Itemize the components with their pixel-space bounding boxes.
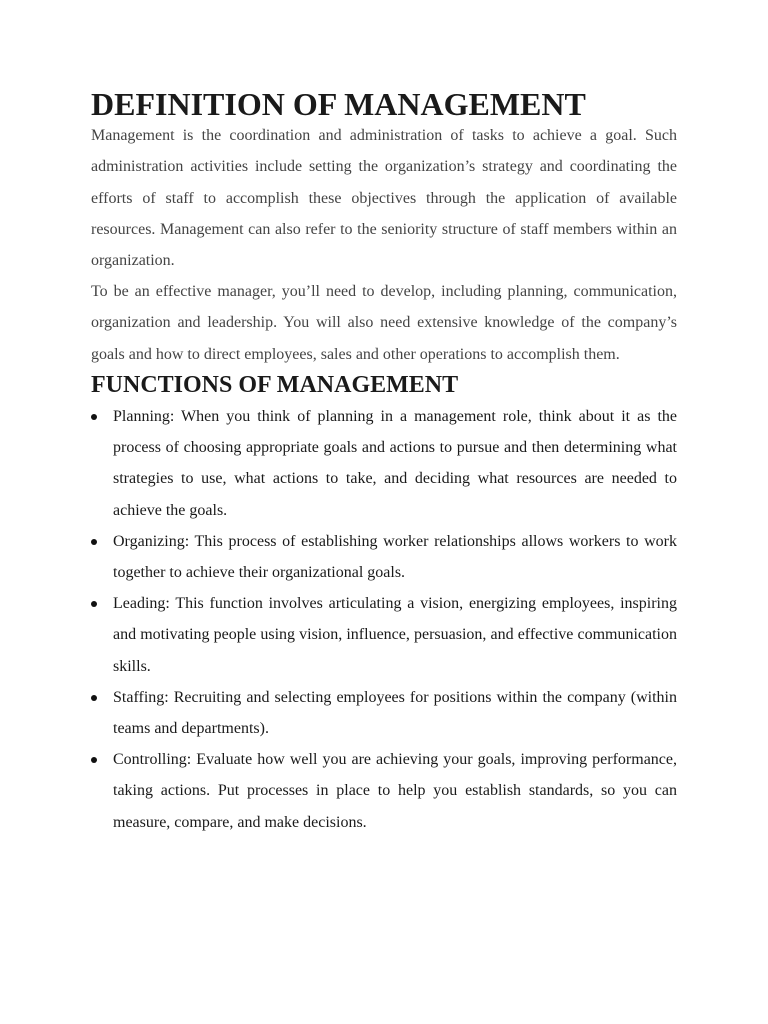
bullet-icon bbox=[91, 601, 97, 607]
list-item-text: Controlling: Evaluate how well you are achieving your goals, improving performance, taking actions. Put processes in place to help you establish standards, so you can measure, compare, and make decisions. bbox=[113, 751, 677, 831]
definition-heading: DEFINITION OF MANAGEMENT bbox=[91, 86, 586, 122]
list-item-controlling bbox=[91, 744, 677, 838]
list-item-leading bbox=[91, 588, 677, 682]
list-item-text: Planning: When you think of planning in a management role, think about it as the process of choosing appropriate goals and actions to pursue and then determining what strategies to use, what actions to take, and deciding what resources are needed to achieve the goals. bbox=[113, 408, 677, 519]
bullet-icon bbox=[91, 539, 97, 545]
list-item-organizing bbox=[91, 526, 677, 588]
list-item-planning bbox=[91, 401, 677, 526]
list-item-text: Organizing: This process of establishing worker relationships allows workers to work together to achieve their organizational goals. bbox=[113, 532, 677, 582]
list-item-text: Leading: This function involves articulating a vision, energizing employees, inspiring and motivating people using vision, influence, persuasion, and effective communication skills. bbox=[113, 595, 677, 675]
bullet-icon bbox=[91, 757, 97, 763]
list-item-text: Staffing: Recruiting and selecting employees for positions within the company (within teams and departments). bbox=[113, 688, 677, 738]
functions-list bbox=[91, 401, 677, 838]
bullet-icon bbox=[91, 414, 97, 420]
document-page bbox=[91, 86, 677, 838]
functions-heading: FUNCTIONS OF MANAGEMENT bbox=[91, 371, 459, 398]
definition-paragraph-1: Management is the coordination and administration of tasks to achieve a goal. Such administration activities include setting the organization’s strategy and coordinating the efforts of staff to accomplish these objectives through the application of available resources. Management can also refer to the seniority structure of staff members within an organization. bbox=[91, 127, 677, 270]
bullet-icon bbox=[91, 695, 97, 701]
list-item-staffing bbox=[91, 682, 677, 744]
definition-paragraph-2: To be an effective manager, you’ll need to develop, including planning, communication, organization and leadership. You will also need extensive knowledge of the company’s goals and how to direct employees, sales and other operations to accomplish them. bbox=[91, 283, 677, 363]
